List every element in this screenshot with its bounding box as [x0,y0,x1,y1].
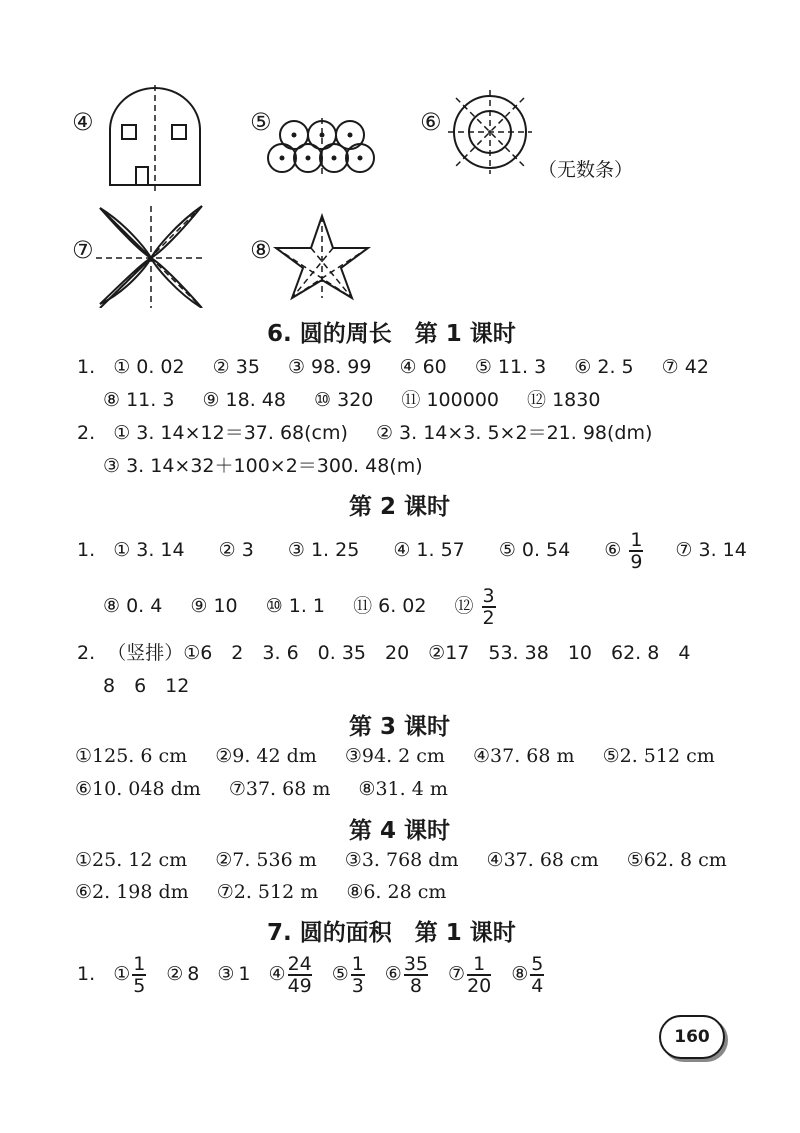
answer-item: ④ 60 [399,356,447,378]
infinite-axes-note: （无数条） [538,159,634,181]
page-number-badge [659,1015,725,1059]
question-number: 2. [77,642,96,664]
answer-value: 1 [238,963,251,985]
answer-item [511,952,546,997]
numerator: 1 [133,952,146,975]
answer-item: ③3. 768 dm [344,849,459,871]
answer-item: ⑤2. 512 cm [602,745,715,767]
answer-label: ④ [268,963,286,985]
answer-item: ④37. 68 cm [486,849,599,871]
figure-6-label: ⑥ [420,108,442,136]
numerator: 3 [482,584,495,607]
answer-item: ⑦37. 68 m [228,778,331,800]
answer-item: ⑧ 11. 3 [103,389,175,411]
answer-label: ③ [217,963,235,985]
answer-item: ⑦ 3. 14 [675,539,747,561]
answer-item: ⑩ 1. 1 [265,595,326,617]
lesson2-q1-row1 [77,528,747,572]
answer-item [384,952,430,997]
denominator: 4 [531,974,544,997]
answer-item: ① 3. 14 [113,539,185,561]
answer-label: ⑫ [454,595,474,617]
denominator: 20 [467,974,492,997]
numerator: 1 [351,952,364,975]
answer-item [331,952,367,997]
numerator: 35 [403,952,429,975]
sec6-q1-row1 [77,355,709,379]
four-petal-figure [96,204,206,308]
fraction [404,954,428,996]
answer-item: ② 3 [218,539,254,561]
answer-item: ④37. 68 m [473,745,575,767]
answer-item: ⑦ 42 [661,356,709,378]
answer-item: ⑫ 1830 [527,389,601,411]
answer-item: ③94. 2 cm [344,745,445,767]
section-7-heading: 7. 圆的面积 第 1 课时 [267,920,516,946]
lesson-4-heading: 第 4 课时 [349,818,451,844]
answer-label: ⑦ [448,963,466,985]
lesson3-row2 [75,777,448,801]
answer-label: ⑤ [331,963,349,985]
sec7-q1-row [77,950,564,998]
answer-item: ⑦2. 512 m [216,881,319,903]
circles-figure [265,118,385,178]
numerator: 1 [630,528,643,551]
answer-item: ⑪ 6. 02 [353,595,427,617]
answer-item [448,952,493,997]
answer-item: ③ 1. 25 [287,539,360,561]
figure-7-label: ⑦ [72,236,94,264]
fraction [482,586,496,628]
numerator: 1 [473,952,486,975]
fraction [351,954,365,996]
denominator: 2 [482,606,495,629]
fraction [288,954,312,996]
answer-label: ⑧ [511,963,529,985]
figure-8-label: ⑧ [250,236,272,264]
answer-item: ⑨ 10 [190,595,238,617]
lesson4-row1 [75,848,727,872]
sec6-q1-row2 [103,388,600,412]
answer-item: ① 3. 14×12＝37. 68(cm) [113,422,348,444]
answer-item: ⑧31. 4 m [358,778,448,800]
question-number: 1. [77,356,96,378]
numerator: 24 [287,952,312,975]
question-number: 2. [77,422,96,444]
house-symmetry-figure [100,85,220,195]
answer-item [113,952,148,997]
answer-label: ⑥ [384,963,402,985]
lesson2-q2-row1 [77,641,690,665]
answer-label: ② [166,963,184,985]
answer-label: ⑥ [604,539,622,561]
answer-item: ② 3. 14×3. 5×2＝21. 98(dm) [375,422,653,444]
star-figure [272,212,372,302]
answer-item: ⑤ 0. 54 [498,539,571,561]
section-6-heading: 6. 圆的周长 第 1 课时 [267,321,516,347]
question-number: 1. [77,539,96,561]
answer-item [268,952,314,997]
denominator: 3 [351,974,364,997]
fraction [467,954,491,996]
denominator: 9 [630,550,643,573]
answer-label: ① [113,963,131,985]
answer-item: ①25. 12 cm [75,849,188,871]
concentric-circles-figure [448,90,532,174]
answer-item: ②7. 536 m [215,849,317,871]
answer-item: ⑥ 2. 5 [574,356,634,378]
lesson3-row1 [75,744,715,768]
answer-item: ⑩ 320 [314,389,374,411]
lesson-2-heading: 第 2 课时 [349,494,451,520]
numerator: 5 [531,952,544,975]
denominator: 5 [133,974,146,997]
figure-4-label: ④ [72,108,94,136]
answer-item: ③ 98. 99 [287,356,372,378]
lesson4-row2 [75,880,446,904]
answer-item: ① 0. 02 [113,356,185,378]
answer-item: ①125. 6 cm [75,745,188,767]
sec6-q2-row2: ③ 3. 14×32＋100×2＝300. 48(m) [103,455,423,477]
answer-item [166,963,199,985]
fraction [530,954,544,996]
answer-item: ⑥2. 198 dm [75,881,189,903]
fraction [629,530,643,572]
sec6-q2-row1 [77,421,652,445]
answer-item: ② 35 [212,356,260,378]
figure-5-label: ⑤ [250,108,272,136]
answer-item [217,963,250,985]
question-number: 1. [77,963,96,985]
lesson2-q2-row2: 8 6 12 [103,675,190,697]
fraction [132,954,146,996]
answer-item: ④ 1. 57 [393,539,465,561]
lesson-3-heading: 第 3 课时 [349,714,451,740]
answer-item: ②9. 42 dm [215,745,317,767]
answer-item: ⑤ 11. 3 [474,356,547,378]
answer-item: ⑥10. 048 dm [75,778,201,800]
answer-item: ⑨ 18. 48 [202,389,286,411]
denominator: 8 [409,974,422,997]
page-number: 160 [674,1027,710,1047]
answer-item: ⑧ 0. 4 [103,595,163,617]
denominator: 49 [287,974,312,997]
lesson2-q1-row2 [103,584,498,628]
answer-value: 8 [187,963,200,985]
answer-item: ⑪ 100000 [401,389,499,411]
answer-item: ⑤62. 8 cm [626,849,727,871]
answer-item: （竖排）①6 2 3. 6 0. 35 20 ②17 53. 38 10 62. 8 4 [107,642,691,664]
answer-item: ⑧6. 28 cm [346,881,447,903]
